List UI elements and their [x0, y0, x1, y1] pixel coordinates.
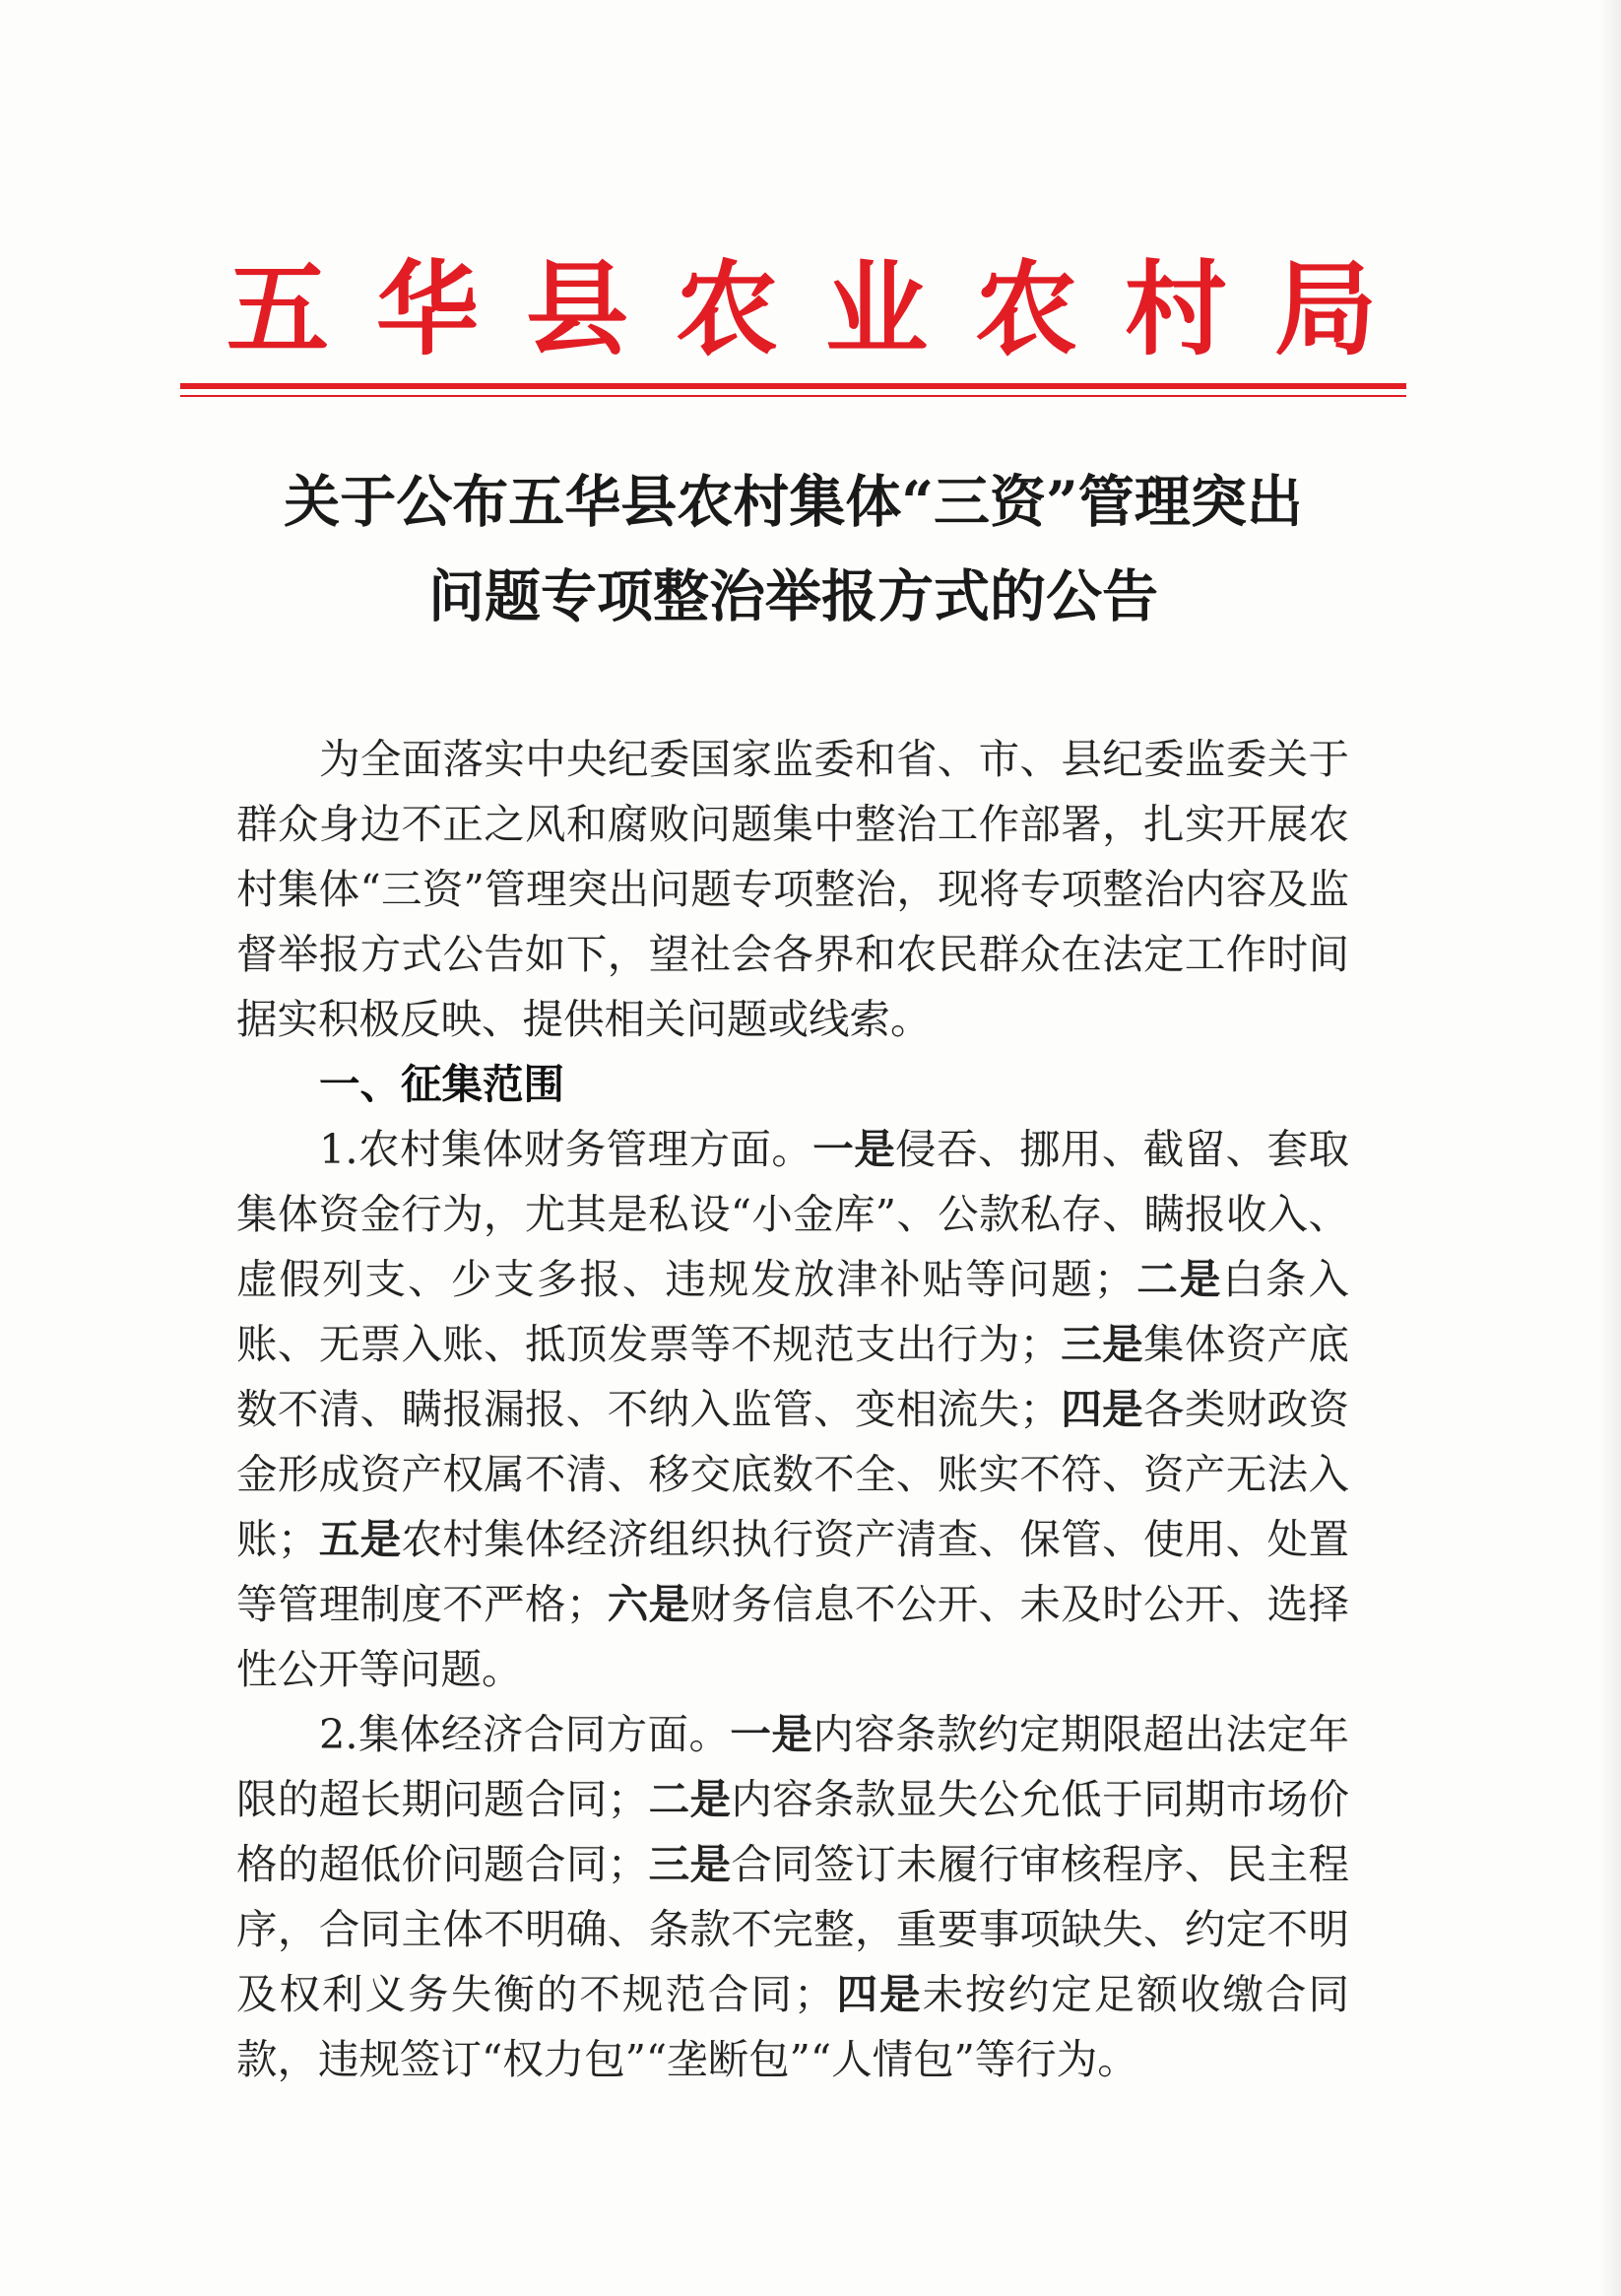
notice-title-line-2: 问题专项整治举报方式的公告 [428, 563, 1158, 629]
point-text: 内容条款显失公允低于同期市场价格的超低价问题合同； [236, 1775, 1349, 1888]
issuer-masthead: 五华县农业农村局 [227, 248, 1425, 369]
point-text: 农村集体经济组织执行资产清查、保管、使用、处置等管理制度不严格； [236, 1515, 1349, 1628]
paragraph-collective-contracts [236, 1702, 1349, 2092]
point-key: 三是 [648, 1840, 732, 1888]
item-lead: 1.农村集体财务管理方面。 [319, 1125, 813, 1173]
section-heading-collection-scope: 一、征集范围 [319, 1060, 565, 1108]
point-key: 四是 [1060, 1385, 1144, 1433]
point-key: 一是 [730, 1710, 813, 1758]
point-text: 财务信息不公开、未及时公开、选择性公开等问题。 [236, 1580, 1349, 1693]
point-text: 未按约定足额收缴合同款，违规签订“权力包”“垄断包”“人情包”等行为。 [236, 1970, 1349, 2083]
point-key: 六是 [607, 1580, 690, 1628]
point-text: 白条入账、无票入账、抵顶发票等不规范支出行为； [236, 1255, 1349, 1368]
point-key: 一是 [812, 1125, 896, 1173]
notice-title-line-1: 关于公布五华县农村集体“三资”管理突出 [284, 469, 1303, 535]
masthead-red-rule-thick [180, 383, 1406, 389]
paragraph-finance-management [236, 1117, 1349, 1702]
notice-body [236, 727, 1349, 2092]
point-key: 三是 [1060, 1320, 1144, 1368]
intro-paragraph: 为全面落实中央纪委国家监委和省、市、县纪委监委关于群众身边不正之风和腐败问题集中整治工作部署，扎实开展农村集体“三资”管理突出问题专项整治，现将专项整治内容及监督举报方式公告如下，望社会各界和农民群众在法定工作时间据实积极反映、提供相关问题或线索。 [236, 735, 1349, 1043]
page-edge-shadow [1599, 0, 1621, 2296]
item-lead: 2.集体经济合同方面。 [319, 1710, 731, 1758]
point-key: 二是 [648, 1775, 732, 1823]
masthead-red-rule-thin [180, 395, 1406, 397]
point-text: 合同签订未履行审核程序、民主程序，合同主体不明确、条款不完整，重要事项缺失、约定不明及权利义务失衡的不规范合同； [236, 1840, 1349, 2018]
point-key: 二是 [1135, 1255, 1223, 1303]
point-text: 集体资产底数不清、瞒报漏报、不纳入监管、变相流失； [236, 1320, 1349, 1433]
point-text: 各类财政资金形成资产权属不清、移交底数不全、账实不符、资产无法入账； [236, 1385, 1349, 1563]
point-key: 四是 [834, 1970, 923, 2018]
point-key: 五是 [318, 1515, 402, 1563]
point-text: 内容条款约定期限超出法定年限的超长期问题合同； [236, 1710, 1349, 1823]
point-text: 侵吞、挪用、截留、套取集体资金行为，尤其是私设“小金库”、公款私存、瞒报收入、虚假列支、少支多报、违规发放津补贴等问题； [236, 1125, 1349, 1303]
